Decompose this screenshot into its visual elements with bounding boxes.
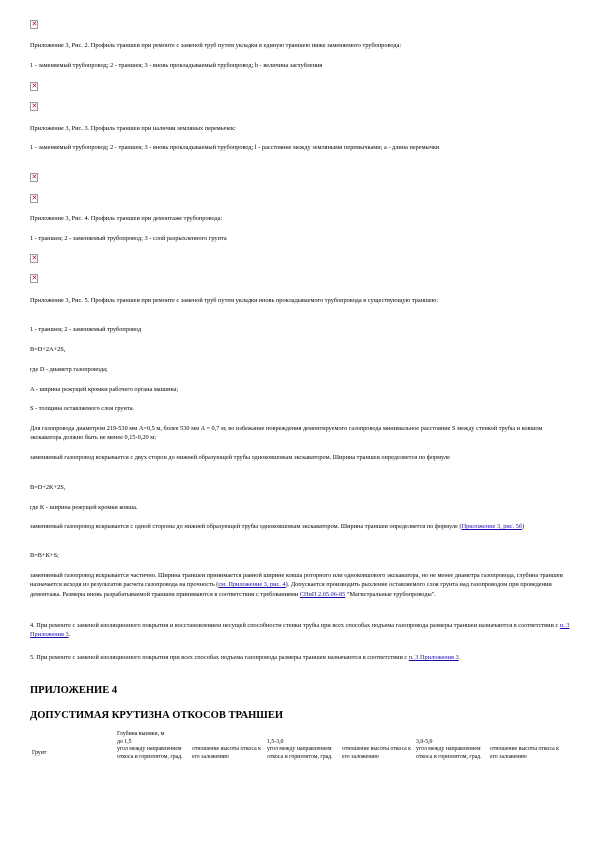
fig5-legend: 1 - траншея; 2 - заменяемый трубопровод <box>30 326 142 333</box>
table-cell <box>30 739 115 747</box>
paragraph-partial <box>30 571 570 599</box>
broken-image-icon <box>30 102 38 111</box>
paragraph-text: . <box>458 654 461 661</box>
paragraph-text: 4. При ремонте с заменой изоляционного покрытия и восстановлением несущей способности стенки трубы при всех способах подъема газопровода размеры траншеи назначаются в соответствии с <box>30 622 560 629</box>
table-header-range: 1,5-3,0 <box>267 738 284 745</box>
formula-3: B=B+K+S; <box>30 552 59 559</box>
paragraph-text: ) <box>522 523 525 530</box>
fig3-caption: Приложение 3, Рис. 3. Профиль траншеи при наличии земляных перемычек: <box>30 125 236 132</box>
table-header-angle: угол между направлением откоса и горизонтом, град. <box>117 746 183 760</box>
table-header-ratio: отношение высоты откоса к его заложению <box>192 746 261 760</box>
fig2-legend: 1 - заменяемый трубопровод; 2 - траншея; 3 - вновь прокладываемый трубопровод; h - величина заглубления <box>30 62 323 69</box>
paragraph-4 <box>30 621 570 640</box>
paragraph-text: заменяемый газопровод вскрывается частично. Ширина траншеи принимается равной ширине ковша роторного или одноковшового экскаватора, но не менее диаметра газопровода, глубина траншеи назначается исходя из результатов расчета газопровода на прочность ( <box>30 572 563 589</box>
paragraph-text: заменяемый газопровод вскрывается с одной стороны до нижней образующей трубы одноковшовым экскаватором. Ширина траншеи определяется по формуле ( <box>30 523 462 530</box>
section-title: ДОПУСТИМАЯ КРУТИЗНА ОТКОСОВ ТРАНШЕИ <box>30 710 283 721</box>
fig3-legend: 1 - заменяемый трубопровод; 2 - траншея; 3 - вновь прокладываемый трубопровод; l - расстояние между земляными перемычками; a - длина перемычки <box>30 144 440 151</box>
broken-image-icon <box>30 82 38 91</box>
fig4-caption: Приложение 3, Рис. 4. Профиль траншеи при демонтаже трубопровода: <box>30 215 223 222</box>
paragraph-text: . <box>68 631 71 639</box>
broken-image-icon <box>30 20 38 29</box>
link-appendix3-item3[interactable]: п. 3 Приложения 3 <box>30 622 570 639</box>
table-header-range: до 1,5 <box>117 738 132 745</box>
link-appendix3-fig5b[interactable]: Приложение 3, рис. 5б <box>461 523 523 530</box>
definition-k: где K - ширина режущей кромки ковша. <box>30 504 138 511</box>
paragraph-text: "Магистральные трубопроводы". <box>345 590 436 598</box>
table-header-angle: угол между направлением откоса и горизонтом, град. <box>267 746 333 760</box>
link-appendix3-item3[interactable]: п. 3 Приложения 3 <box>408 654 459 661</box>
formula-2: B=D+2K+2S, <box>30 484 66 491</box>
paragraph-one-side <box>30 522 570 531</box>
slope-table <box>30 731 570 761</box>
definition-d: где D - диаметр газопровода; <box>30 366 108 373</box>
fig4-legend: 1 - траншея; 2 - заменяемый трубопровод; 3 - слой разрыхленного грунта <box>30 235 227 242</box>
paragraph-two-sides: заменяемый газопровод вскрывается с двух сторон до нижней образующей трубы одноковшовым экскаватором. Ширина траншеи определяется по формуле <box>30 454 450 461</box>
appendix-title: ПРИЛОЖЕНИЕ 4 <box>30 685 118 696</box>
table-header-ratio: отношение высоты откоса к его заложению <box>342 746 411 760</box>
link-appendix3-fig4[interactable]: см. Приложение 3, рис. 4 <box>218 581 286 589</box>
broken-image-icon <box>30 274 38 283</box>
fig2-caption: Приложение 3, Рис. 2. Профиль траншеи при ремонте с заменой труб путем укладки в единую траншею ниже заменяемого трубопровода: <box>30 42 402 49</box>
definition-a: A - ширина режущей кромки рабочего органа машины; <box>30 386 179 393</box>
table-cell <box>30 731 115 739</box>
definition-s: S - толщина оставляемого слоя грунта. <box>30 405 135 412</box>
broken-image-icon <box>30 194 38 203</box>
broken-image-icon <box>30 254 38 263</box>
paragraph-text: 5. При ремонте с заменой изоляционного покрытия при всех способах подъема газопровода размеры траншеи назначаются в соответствии с <box>30 654 409 661</box>
paragraph-5 <box>30 653 570 662</box>
table-header-range: 3,0-5,0 <box>416 738 433 745</box>
formula-1: B=D+2A+2S, <box>30 346 66 353</box>
fig5-caption: Приложение 3, Рис. 5. Профиль траншеи при ремонте с заменой труб путем укладки вновь прокладываемого трубопровода в существующую траншею: <box>30 297 439 304</box>
table-header-angle: угол между направлением откоса и горизонтом, град. <box>416 746 482 760</box>
table-header-ratio: отношение высоты откоса к его заложению <box>490 746 559 760</box>
link-snip[interactable]: СНиП 2.05.06-85 <box>299 590 346 598</box>
paragraph-diameter: Для газопровода диаметром 219-530 мм A=0,5 м, более 530 мм A = 0,7 м; во избежание повреждения демонтируемого газопровода минимальное расстояние S между стенкой трубы и ковшом экскаватора должно быть не менее 0,15-0,20 м; <box>30 425 543 442</box>
table-header-depth: Глубина выемки, м <box>117 731 165 737</box>
table-header-soil: Грунт <box>32 749 47 756</box>
paragraph-text: ). Допускается производить рыхление оставляемого слоя грунта над газопроводом при проведении демонтажа. Размеры вновь разрабатываемой траншеи принимаются в соответствии с требованиями <box>30 581 552 598</box>
broken-image-icon <box>30 173 38 182</box>
